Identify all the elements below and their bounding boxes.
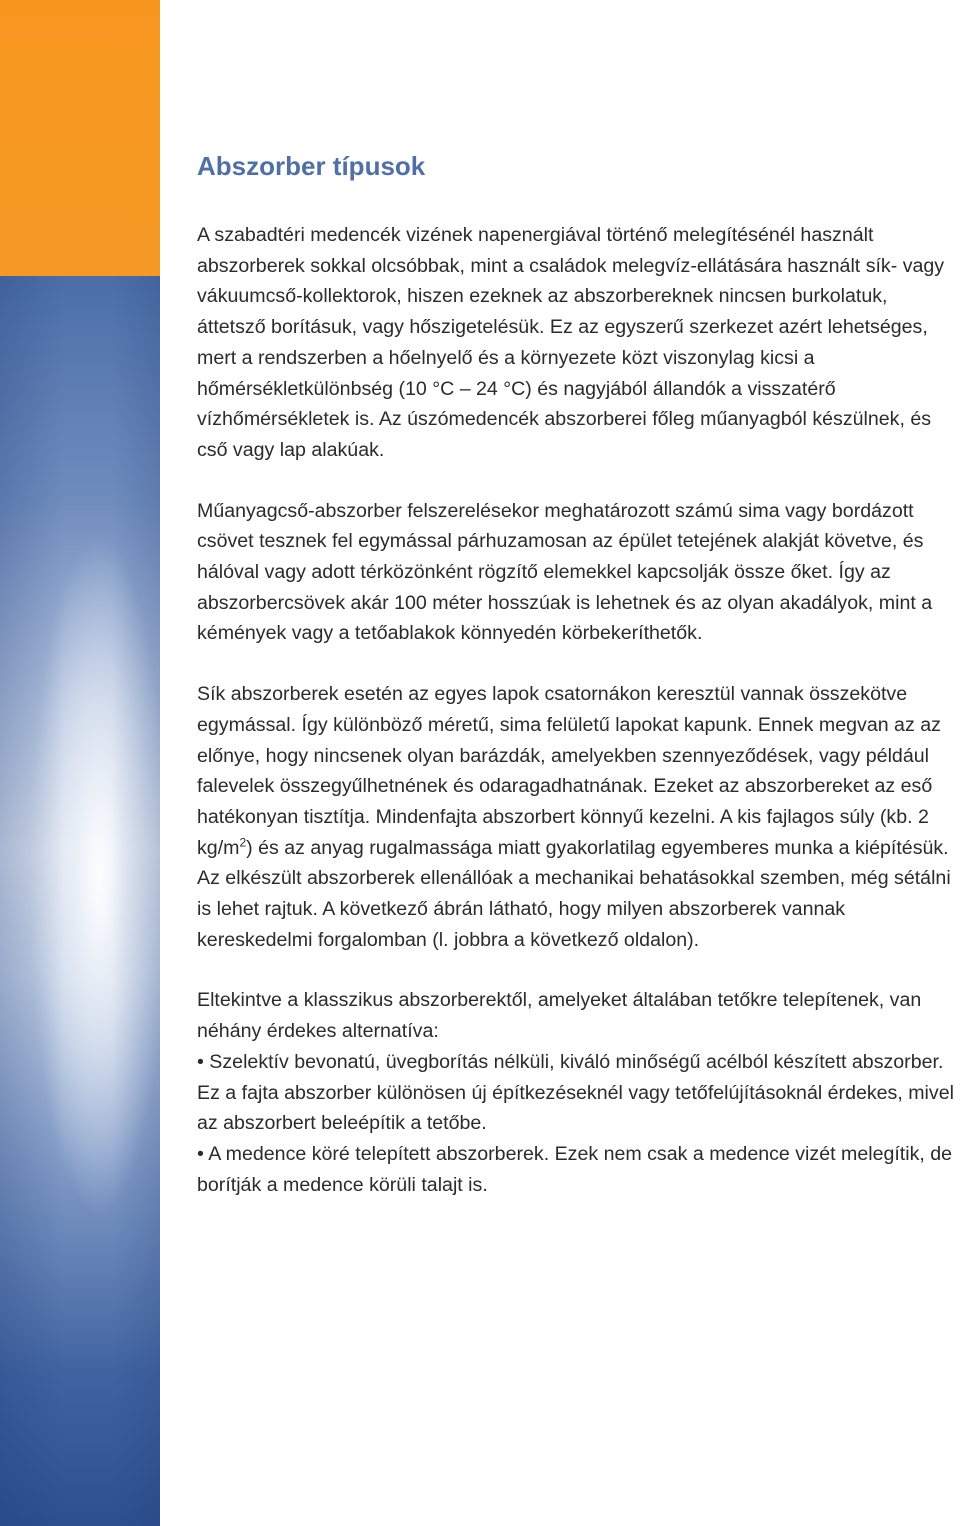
- superscript-exponent: 2: [239, 835, 247, 850]
- paragraph-pipe-absorber: Műanyagcső-abszorber felszerelésekor meghatározott számú sima vagy bordázott csövet tesznek fel egymással párhuzamosan az épület tetejének alakját követve, és hálóval vagy adott térközönként rögzítő elemekkel kapcsolják össze őket. Így az abszorbercsövek akár 100 méter hosszúak is lehetnek és az olyan akadályok, mint a kémények vagy a tetőablakok könnyedén körbekeríthetők.: [197, 499, 933, 645]
- decorative-sidebar: [0, 0, 160, 1526]
- paragraph-alternatives-intro: Eltekintve a klasszikus abszorberektől, amelyeket általában tetőkre telepítenek, van néhány érdekes alternatíva:: [197, 989, 922, 1043]
- paragraph-flat-absorber-part2: ) és az anyag rugalmassága miatt gyakorlatilag egyemberes munka a kiépítésük. Az elkészült abszorberek ellenállóak a mechanikai behatásokkal szemben, még sétálni is lehet rajtuk. A következő ábrán látható, hogy milyen abszorberek vannak kereskedelmi forgalomban (l. jobbra a következő oldalon).: [197, 836, 951, 951]
- bullet-item-pool-surround-absorber: • A medence köré telepített abszorberek. Ezek nem csak a medence vizét melegítik, de borítják a medence körüli talajt is.: [197, 1142, 953, 1196]
- page-title: Abszorber típusok: [197, 151, 426, 181]
- bullet-item-selective-absorber: • Szelektív bevonatú, üvegborítás nélküli, kiváló minőségű acélból készített abszorber. Ez a fajta abszorber különösen új építkezéseknél vagy tetőfelújításoknál érdekes, mivel az abszorbert beleépítik a tetőbe.: [197, 1050, 954, 1135]
- paragraph-flat-absorber-part1: Sík abszorberek esetén az egyes lapok csatornákon keresztül vannak összekötve egymással. Így különböző méretű, sima felületű lapokat kapunk. Ennek megvan az az előnye, hogy nincsenek olyan barázdák, amelyekben szennyeződések, vagy például falevelek összegyűlhetnének és odaragadhatnának. Ezeket az abszorbereket az eső hatékonyan tisztítja. Mindenfajta abszorbert könnyű kezelni. A kis fajlagos súly (kb. 2 kg/m: [197, 683, 941, 859]
- paragraph-flat-absorber: [197, 679, 955, 955]
- sidebar-blue-gradient-block: [0, 276, 160, 1526]
- page-content: [197, 150, 955, 1200]
- sidebar-orange-block: [0, 0, 160, 276]
- paragraph-intro: A szabadtéri medencék vizének napenergiával történő melegítésénél használt abszorberek sokkal olcsóbbak, mint a családok melegvíz-ellátására használt sík- vagy vákuumcső-kollektorok, hiszen ezeknek az abszorbereknek nincsen burkolatuk, áttetsző borításuk, vagy hőszigetelésük. Ez az egyszerű szerkezet azért lehetséges, mert a rendszerben a hőelnyelő és a környezete közt viszonylag kicsi a hőmérsékletkülönbség (10 °C – 24 °C) és nagyjából állandók a visszatérő vízhőmérsékletek is. Az úszómedencék abszorberei főleg műanyagból készülnek, és cső vagy lap alakúak.: [197, 224, 945, 461]
